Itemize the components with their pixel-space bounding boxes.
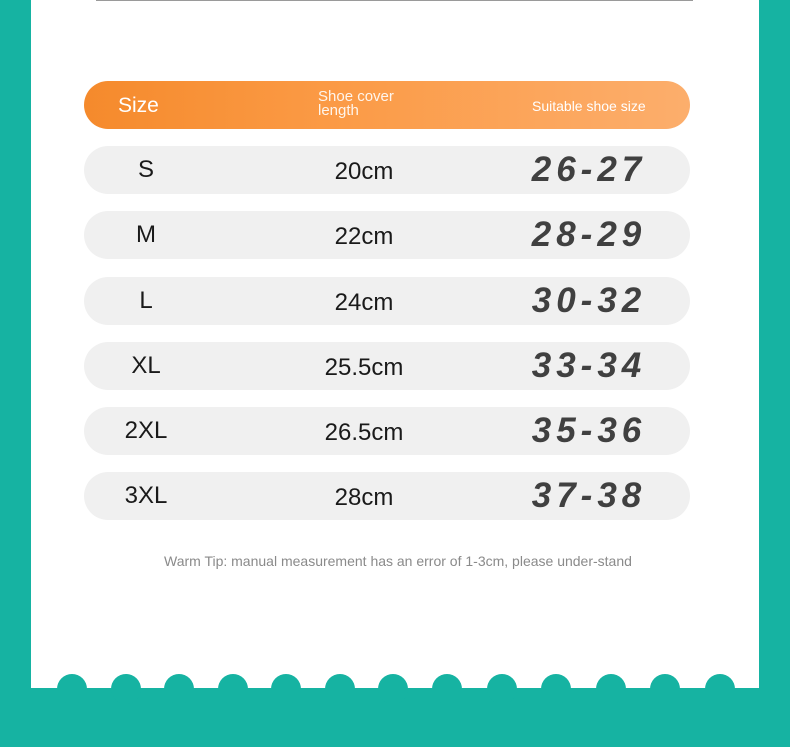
scallop-dot [271, 674, 301, 704]
scallop-dot [378, 674, 408, 704]
table-row [84, 472, 690, 520]
row-shoe-size: 26-27 [531, 150, 647, 189]
row-size: 2XL [124, 417, 168, 444]
row-length: 22cm [334, 223, 394, 250]
scallop-dot [541, 674, 571, 704]
row-shoe-size: 33-34 [531, 346, 647, 385]
scallop-dot [596, 674, 626, 704]
row-size: XL [131, 352, 161, 379]
scallop-dot [705, 674, 735, 704]
row-length: 26.5cm [324, 419, 404, 446]
row-length: 24cm [334, 289, 394, 316]
header-length-label: Shoe cover length [318, 88, 394, 119]
row-shoe-size: 35-36 [531, 411, 647, 450]
row-size: 3XL [124, 482, 168, 509]
table-row [84, 342, 690, 390]
table-row [84, 146, 690, 194]
header-shoe-size-label: Suitable shoe size [532, 98, 646, 114]
row-shoe-size: 28-29 [531, 215, 647, 254]
top-divider [96, 0, 693, 1]
row-shoe-size: 37-38 [531, 476, 647, 515]
header-size-label: Size [118, 94, 159, 117]
scallop-dot [111, 674, 141, 704]
row-size: S [137, 156, 154, 183]
table-row [84, 407, 690, 455]
table-row [84, 277, 690, 325]
scallop-dot [57, 674, 87, 704]
row-size: L [139, 287, 153, 314]
scallop-dot [650, 674, 680, 704]
row-shoe-size: 30-32 [531, 281, 647, 320]
row-length: 28cm [334, 484, 394, 511]
row-length: 20cm [334, 158, 394, 185]
row-length: 25.5cm [324, 354, 404, 381]
scallop-dot [325, 674, 355, 704]
table-header [84, 81, 690, 129]
warm-tip-note: Warm Tip: manual measurement has an error of 1-3cm, please under-stand [164, 553, 632, 569]
scallop-dot [487, 674, 517, 704]
scallop-dot [164, 674, 194, 704]
scallop-dot [218, 674, 248, 704]
scallop-dot [432, 674, 462, 704]
table-row [84, 211, 690, 259]
row-size: M [136, 221, 156, 248]
